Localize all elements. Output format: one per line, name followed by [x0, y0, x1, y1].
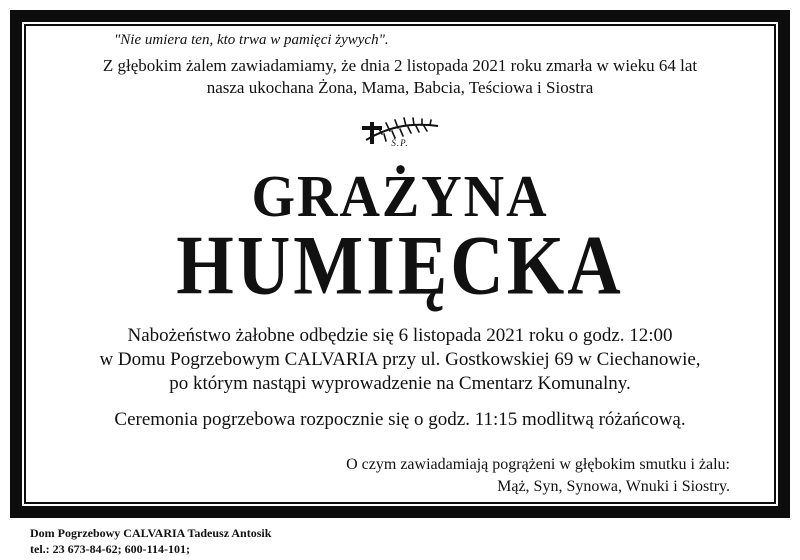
- closing-line-2: Mąż, Syn, Synowa, Wnuki i Siostry.: [497, 478, 730, 495]
- funeral-home-name: Dom Pogrzebowy CALVARIA Tadeusz Antosik: [30, 526, 272, 540]
- funeral-home-phone: tel.: 23 673-84-62; 600-114-101;: [30, 542, 190, 556]
- announcement-line-1: Z głębokim żalem zawiadamiamy, że dnia 2 listopada 2021 roku zmarła w wieku 64 lat: [102, 56, 698, 75]
- ceremony-line: Ceremonia pogrzebowa rozpocznie się o godz. 11:15 modlitwą różańcową.: [114, 409, 686, 430]
- announcement-line-2: nasza ukochana Żona, Mama, Babcia, Teściowa i Siostra: [206, 78, 594, 97]
- service-line-1: Nabożeństwo żałobne odbędzie się 6 listopada 2021 roku o godz. 12:00: [127, 325, 673, 346]
- service-line-2: w Domu Pogrzebowym CALVARIA przy ul. Gostkowskiej 69 w Ciechanowie,: [99, 349, 701, 370]
- obituary-notice: [30, 26, 770, 500]
- deceased-first-name: GRAŻYNA: [251, 164, 549, 230]
- deceased-last-name: HUMIĘCKA: [176, 218, 624, 314]
- service-line-3: po którym nastąpi wyprowadzenie na Cmentarz Komunalny.: [169, 373, 631, 394]
- memorial-quote: "Nie umiera ten, kto trwa w pamięci żywych".: [114, 32, 389, 48]
- sp-label: Ś.P.: [391, 138, 409, 148]
- closing-line-1: O czym zawiadamiają pogrążeni w głębokim smutku i żalu:: [346, 456, 730, 473]
